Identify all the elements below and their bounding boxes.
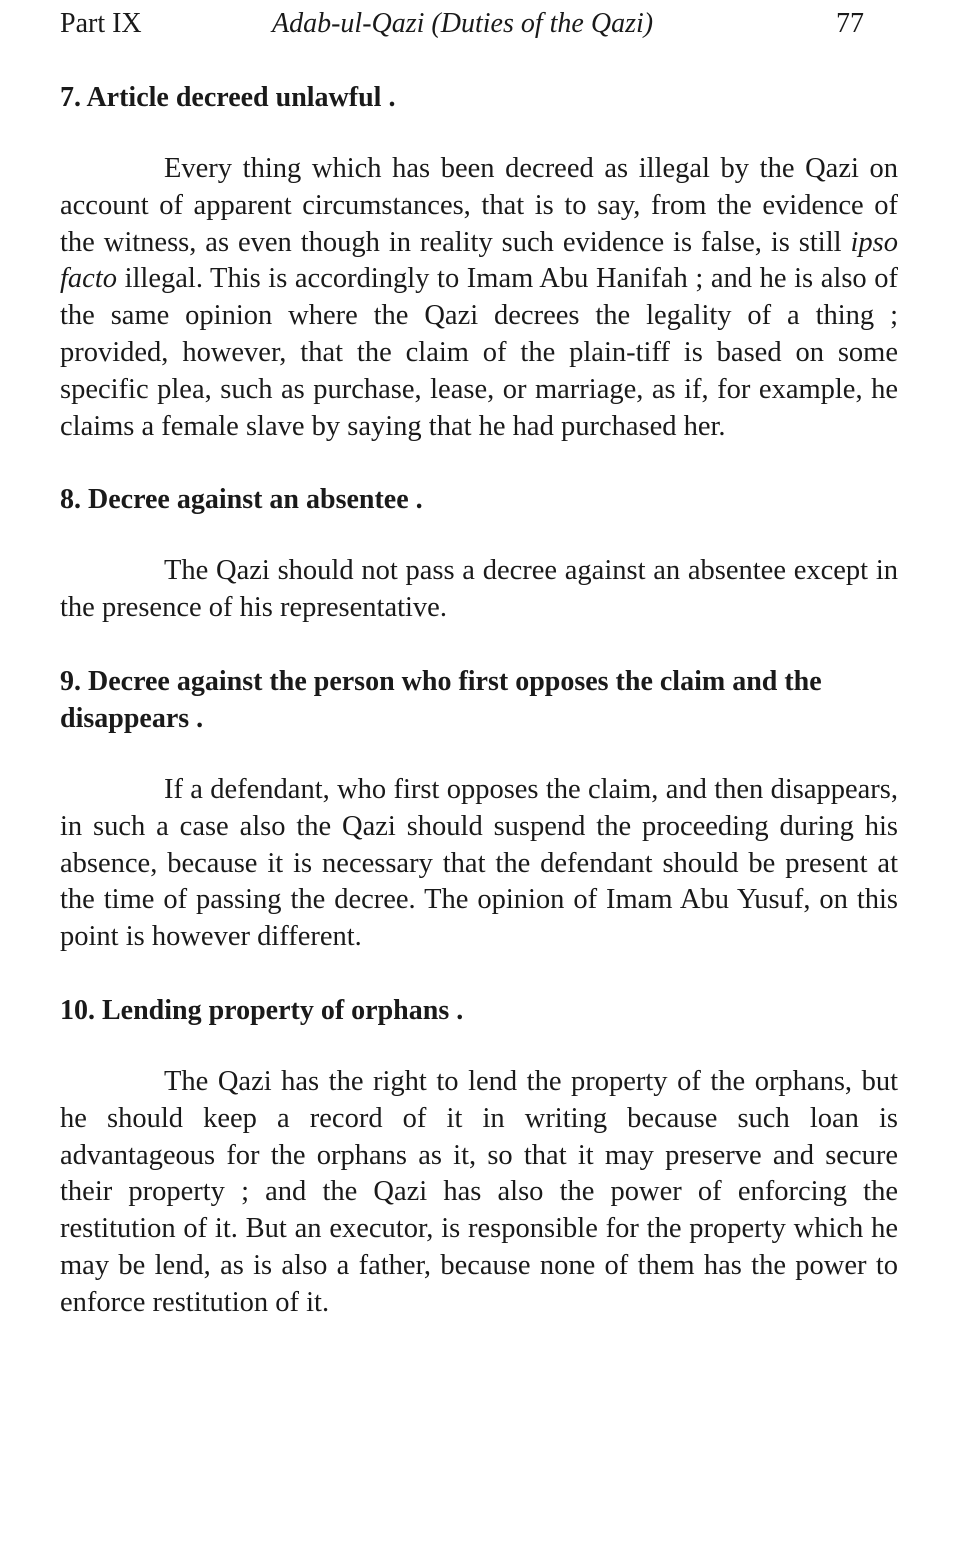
section-7-text-start: Every thing which has been decreed as illegal by the Qazi on account of apparent circumstances, that is to say, from the evidence of the witness, as even though in reality such evidence is false, is still — [60, 153, 898, 258]
running-head — [60, 0, 898, 40]
section-7-text-end: illegal. This is accordingly to Imam Abu Hanifah ; and he is also of the same opinion where the Qazi decrees the legality of a thing ; provided, however, that the claim of the plain-tiff is based on some specific plea, such as purchase, lease, or marriage, as if, for example, he claims a female slave by saying that he had purchased her. — [60, 263, 898, 442]
document-page — [60, 0, 898, 1322]
section-7-heading: 7. Article decreed unlawful . — [60, 82, 396, 113]
section-9-heading: 9. Decree against the person who first opposes the claim and the disappears . — [60, 665, 822, 734]
section-8-heading: 8. Decree against an absentee . — [60, 484, 423, 516]
page-number: 77 — [836, 8, 864, 39]
section-10-paragraph: The Qazi has the right to lend the property of the orphans, but he should keep a record of it in writing because such loan is advantageous for the orphans as it, so that it may preserve and secure their property ; and the Qazi has also the power of enforcing the restitution of it. But an executor, is responsible for the property which he may be lend, as is also a father, because none of them has the power to enforce restitution of it. — [60, 1065, 898, 1318]
book-title: Adab-ul-Qazi (Duties of the Qazi) — [272, 8, 654, 39]
section-7-paragraph — [60, 151, 898, 445]
section-7-latin-term: ipso facto — [60, 226, 898, 295]
section-10-heading: 10. Lending property of orphans . — [60, 994, 464, 1026]
part-label: Part IX — [60, 8, 142, 39]
section-8-paragraph: The Qazi should not pass a decree against an absentee except in the presence of his representative. — [60, 555, 898, 624]
section-9-paragraph: If a defendant, who first opposes the claim, and then disappears, in such a case also the Qazi should suspend the proceeding during his absence, because it is necessary that the defendant should be present at the time of passing the decree. The opinion of Imam Abu Yusuf, on this point is however different. — [60, 773, 898, 953]
